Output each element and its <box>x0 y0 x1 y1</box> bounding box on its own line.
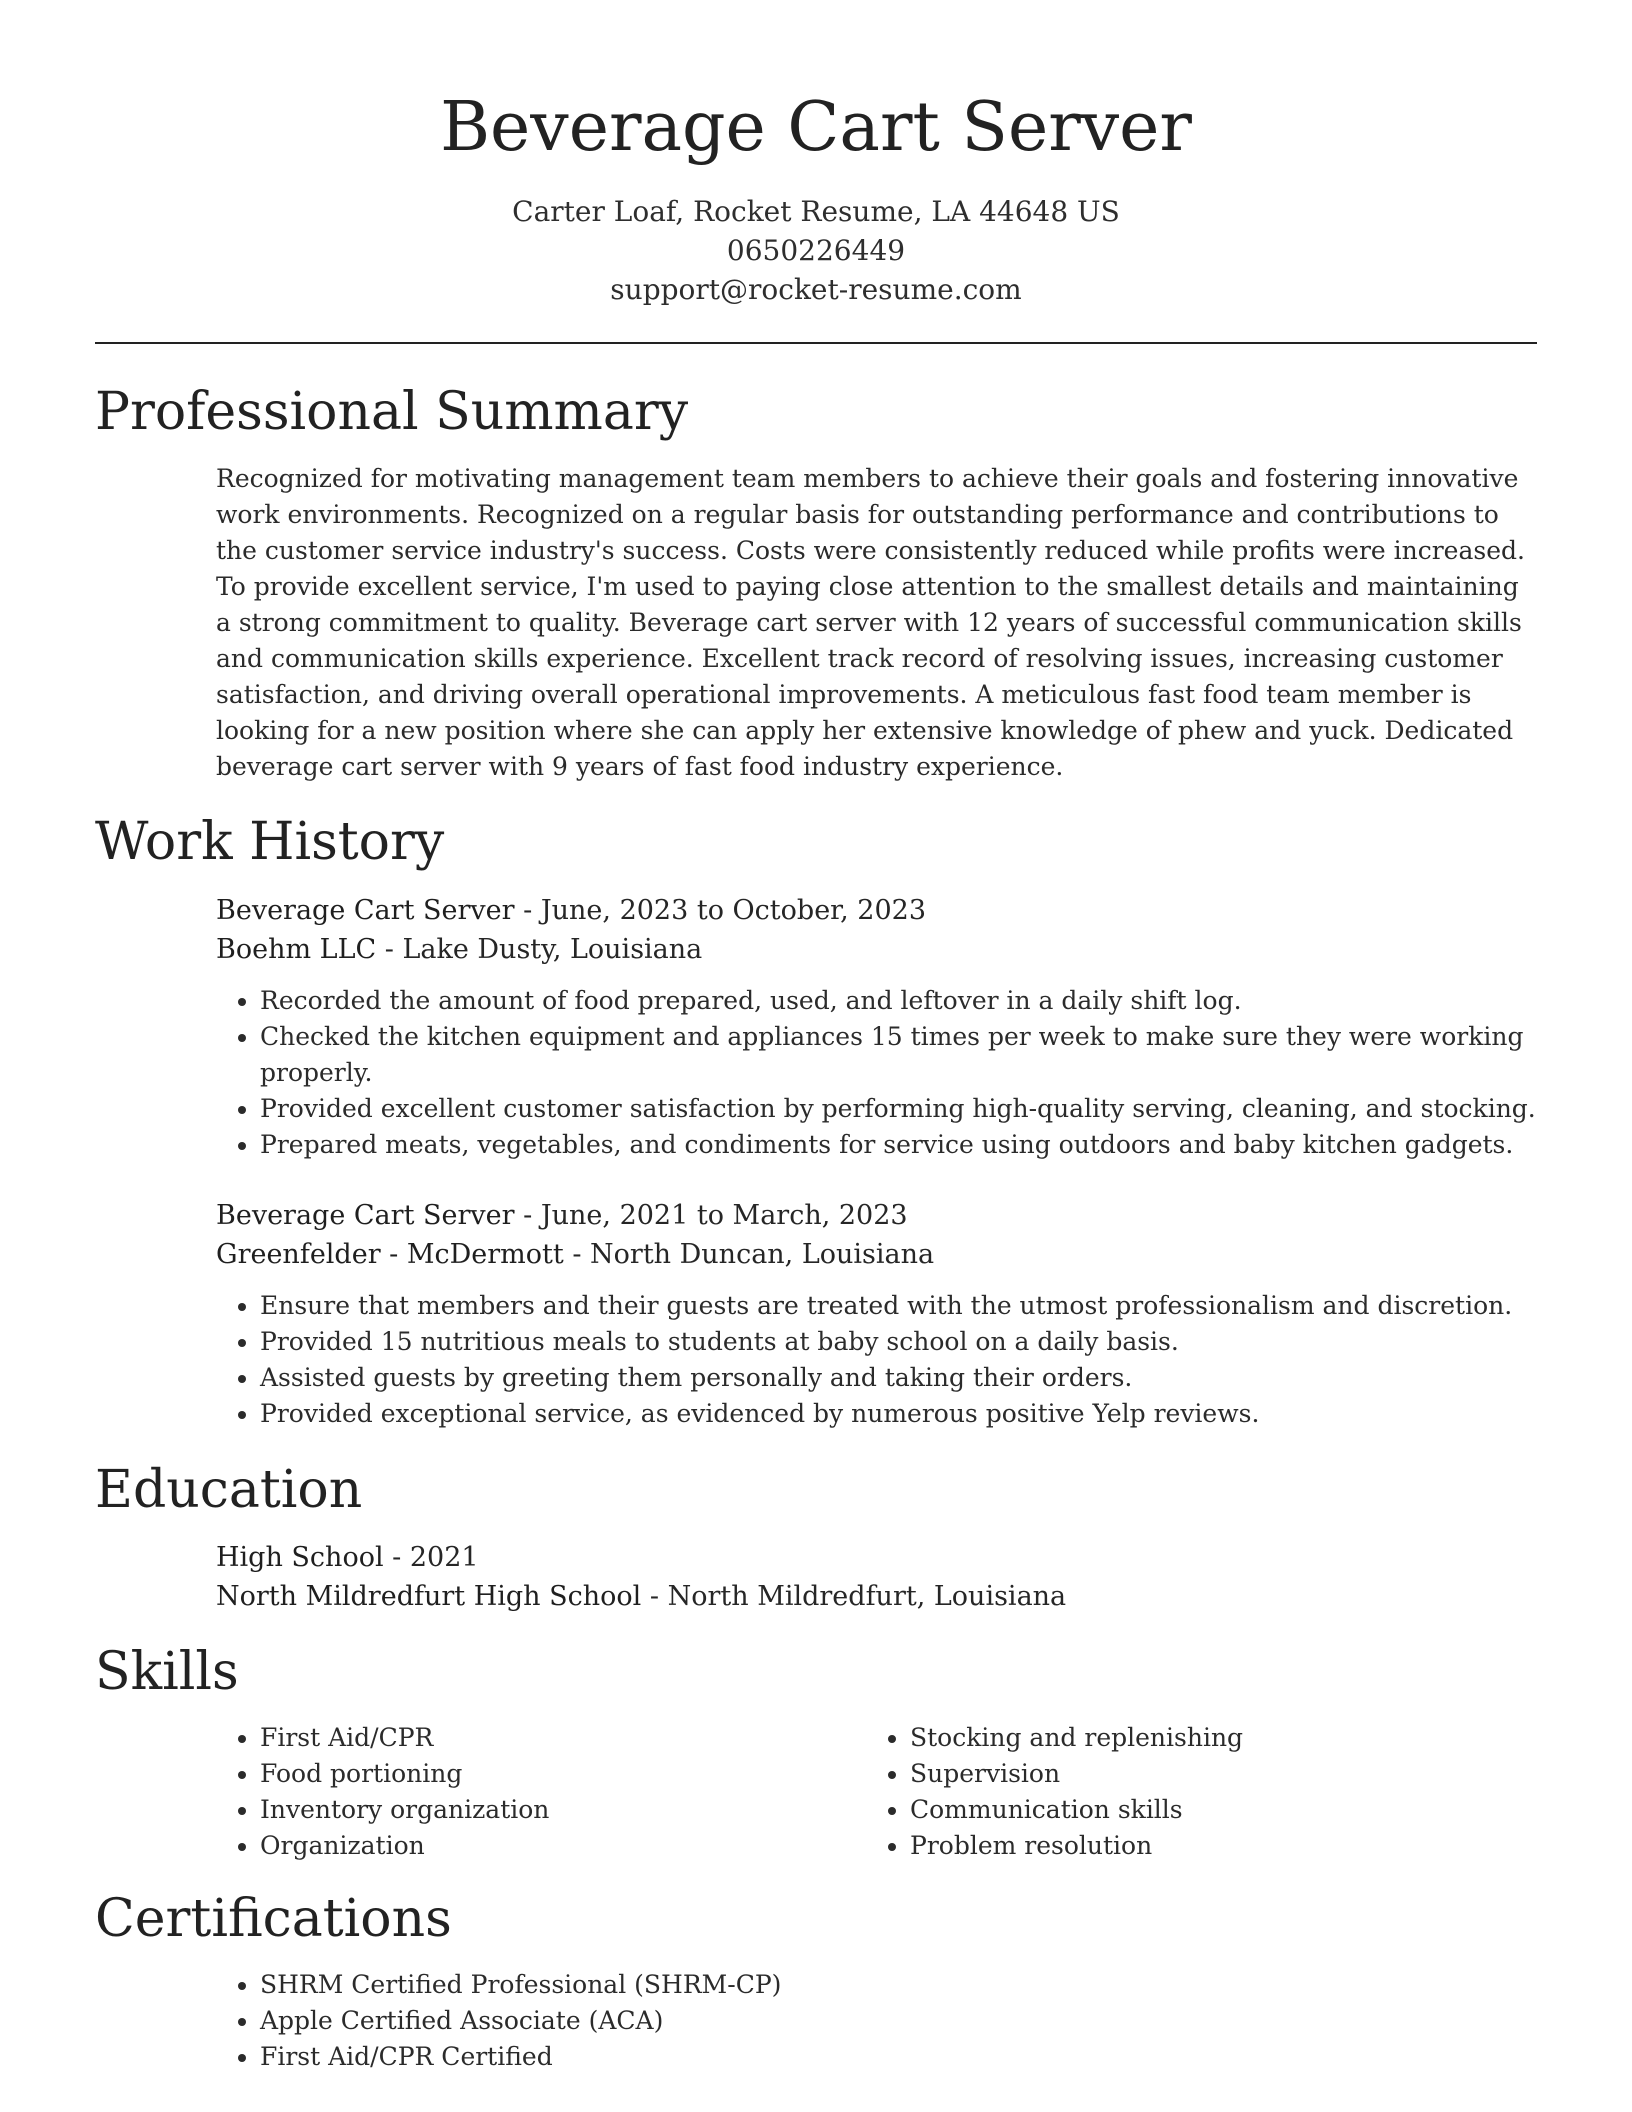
education-degree: High School <box>216 1542 384 1573</box>
job-company-line <box>216 930 1536 969</box>
certifications-section <box>216 1967 1536 2075</box>
job-company: Greenfelder - McDermott <box>216 1239 564 1270</box>
skill-item: • Organization <box>260 1828 856 1864</box>
skills-heading: Skills <box>95 1642 239 1702</box>
skills-column-left <box>216 1720 856 1864</box>
work-history-heading: Work History <box>95 812 445 872</box>
job-duty: • Recorded the amount of food prepared, used, and leftover in a daily shift log. <box>260 983 1536 1019</box>
education-degree-line <box>216 1538 1536 1577</box>
job-location: - Lake Dusty, Louisiana <box>376 934 703 965</box>
job-role: Beverage Cart Server <box>216 895 515 926</box>
skill-item: • Communication skills <box>910 1792 1506 1828</box>
education-heading: Education <box>95 1460 363 1520</box>
education-year: - 2021 <box>383 1542 479 1573</box>
job-duties <box>216 983 1536 1163</box>
job-duties <box>216 1288 1536 1432</box>
certification-item: • Apple Certified Associate (ACA) <box>260 2003 1536 2039</box>
education-school-line <box>216 1577 1536 1616</box>
job-duty: • Assisted guests by greeting them personally and taking their orders. <box>260 1360 1536 1396</box>
job-dates: - June, 2023 to October, 2023 <box>514 895 926 926</box>
job-duty: • Prepared meats, vegetables, and condiments for service using outdoors and baby kitchen gadgets. <box>260 1127 1536 1163</box>
job-company: Boehm LLC <box>216 934 377 965</box>
job-entry <box>216 1196 1536 1432</box>
skills-list <box>866 1720 1506 1864</box>
job-duty: • Provided 15 nutritious meals to students at baby school on a daily basis. <box>260 1324 1536 1360</box>
resume-header <box>0 86 1632 309</box>
summary-section <box>216 461 1536 785</box>
contact-phone: 0650226449 <box>726 234 906 267</box>
job-title-line <box>216 891 1536 930</box>
education-school: North Mildredfurt High School <box>216 1581 642 1612</box>
education-location: - North Mildredfurt, Louisiana <box>641 1581 1067 1612</box>
job-location: - North Duncan, Louisiana <box>563 1239 935 1270</box>
job-duty: • Provided excellent customer satisfaction by performing high-quality serving, cleaning, and stocking. <box>260 1091 1536 1127</box>
contact-block <box>0 192 1632 309</box>
certification-item: • First Aid/CPR Certified <box>260 2039 1536 2075</box>
job-title-line <box>216 1196 1536 1235</box>
job-duty: • Checked the kitchen equipment and appliances 15 times per week to make sure they were working properly. <box>260 1019 1536 1091</box>
certification-item: • SHRM Certified Professional (SHRM-CP) <box>260 1967 1536 2003</box>
summary-text: Recognized for motivating management team members to achieve their goals and fostering innovative work environments. Recognized on a regular basis for outstanding performance and contributions to the customer service industry's success. Costs were consistently reduced while profits were increased. To provide excellent service, I'm used to paying close attention to the smallest details and maintaining a strong commitment to quality. Beverage cart server with 12 years of successful communication skills and communication skills experience. Excellent track record of resolving issues, increasing customer satisfaction, and driving overall operational improvements. A meticulous fast food team member is looking for a new position where she can apply her extensive knowledge of phew and yuck. Dedicated beverage cart server with 9 years of fast food industry experience. <box>216 464 1525 781</box>
skills-list <box>216 1720 856 1864</box>
skills-column-right <box>866 1720 1506 1864</box>
contact-email: support@rocket-resume.com <box>610 273 1022 306</box>
skill-item: • Inventory organization <box>260 1792 856 1828</box>
skill-item: • Food portioning <box>260 1756 856 1792</box>
certifications-heading: Certifications <box>95 1889 452 1949</box>
summary-heading: Professional Summary <box>95 382 689 442</box>
job-role: Beverage Cart Server <box>216 1200 515 1231</box>
header-divider <box>95 342 1537 344</box>
skill-item: • Supervision <box>910 1756 1506 1792</box>
job-duty: • Ensure that members and their guests are treated with the utmost professionalism and discretion. <box>260 1288 1536 1324</box>
candidate-name: Beverage Cart Server <box>440 88 1192 167</box>
skill-item: • Problem resolution <box>910 1828 1506 1864</box>
job-dates: - June, 2021 to March, 2023 <box>514 1200 908 1231</box>
skill-item: • Stocking and replenishing <box>910 1720 1506 1756</box>
skill-item: • First Aid/CPR <box>260 1720 856 1756</box>
job-duty: • Provided exceptional service, as evidenced by numerous positive Yelp reviews. <box>260 1396 1536 1432</box>
job-entry <box>216 891 1536 1163</box>
education-entry <box>216 1538 1536 1616</box>
job-company-line <box>216 1235 1536 1274</box>
contact-address: Carter Loaf, Rocket Resume, LA 44648 US <box>512 195 1120 228</box>
certifications-list <box>216 1967 1536 2075</box>
